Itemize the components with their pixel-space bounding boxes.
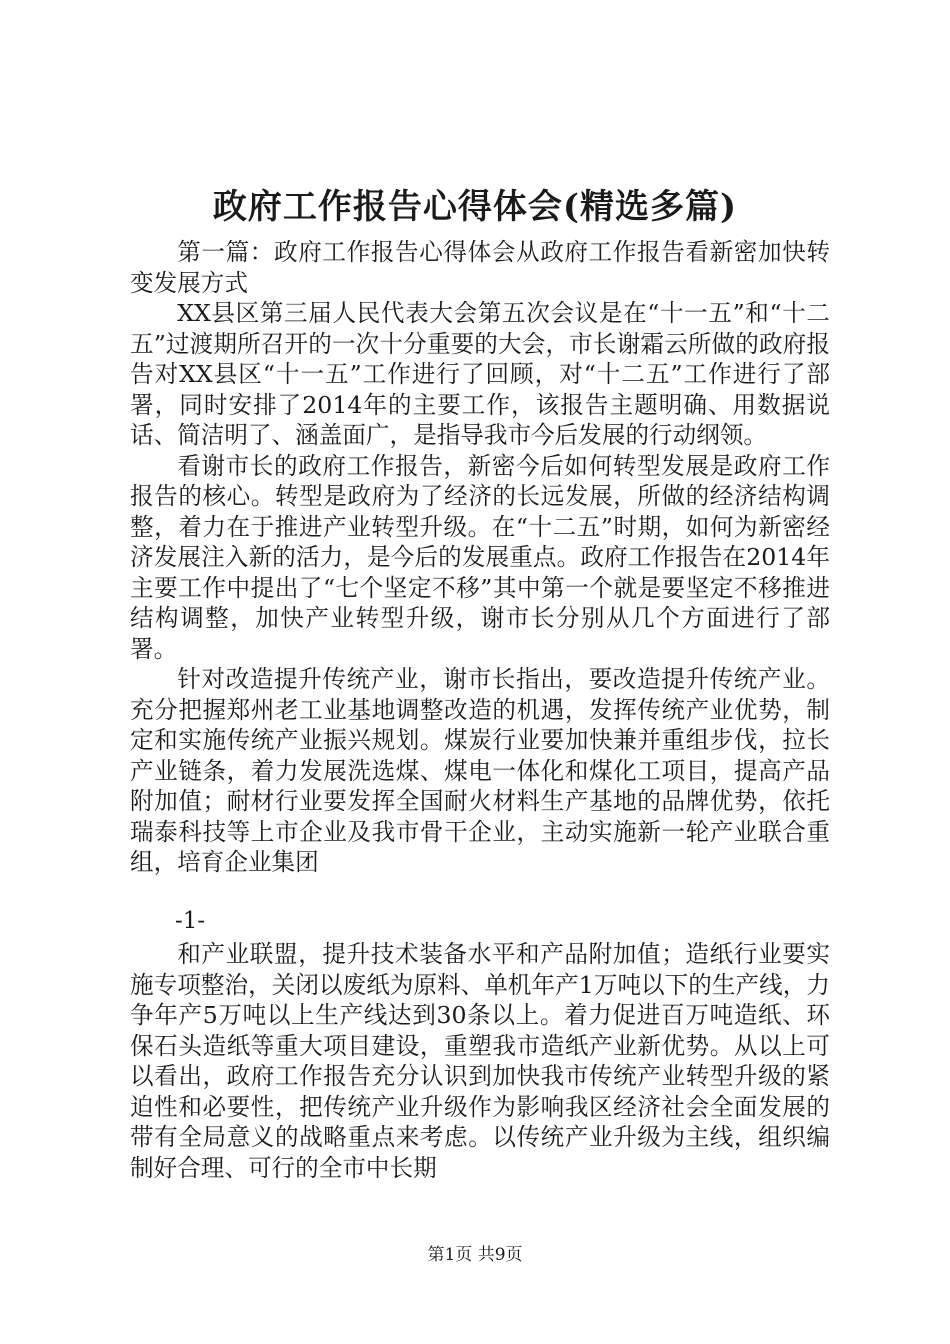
paragraph: XX县区第三届人民代表大会第五次会议是在“十一五”和“十二五”过渡期所召开的一次十分重要的大会，市长谢霜云所做的政府报告对XX县区“十一五”工作进行了回顾，对“十二五”工作进行了部署，同时安排了2014年的主要工作，该报告主题明确、用数据说话、简洁明了、涵盖面广，是指导我市今后发展的行动纲领。	[130, 299, 830, 449]
page-marker: -1-	[175, 908, 206, 934]
paragraph-heading: 第一篇：政府工作报告心得体会从政府工作报告看新密加快转变发展方式	[130, 238, 830, 297]
paragraph: 看谢市长的政府工作报告，新密今后如何转型发展是政府工作报告的核心。转型是政府为了经济的长远发展，所做的经济结构调整，着力在于推进产业转型升级。在“十二五”时期，如何为新密经济发展注入新的活力，是今后的发展重点。政府工作报告在2014年主要工作中提出了“七个坚定不移”其中第一个就是要坚定不移推进结构调整，加快产业转型升级，谢市长分别从几个方面进行了部署。	[130, 451, 830, 663]
document-title: 政府工作报告心得体会(精选多篇)	[212, 187, 738, 227]
page-footer: 第1页 共9页	[427, 1245, 523, 1265]
body-text-section-1	[130, 237, 830, 878]
paragraph: 和产业联盟，提升技术装备水平和产品附加值；造纸行业要实施专项整治，关闭以废纸为原料、单机年产1万吨以下的生产线，力争年产5万吨以上生产线达到30条以上。着力促进百万吨造纸、环保石头造纸等重大项目建设，重塑我市造纸产业新优势。从以上可以看出，政府工作报告充分认识到加快我市传统产业转型升级的紧迫性和必要性，把传统产业升级作为影响我区经济社会全面发展的带有全局意义的战略重点来考虑。以传统产业升级为主线，组织编制好合理、可行的全市中长期	[130, 940, 830, 1182]
paragraph: 针对改造提升传统产业，谢市长指出，要改造提升传统产业。充分把握郑州老工业基地调整改造的机遇，发挥传统产业优势，制定和实施传统产业振兴规划。煤炭行业要加快兼并重组步伐，拉长产业链条，着力发展洗选煤、煤电一体化和煤化工项目，提高产品附加值；耐材行业要发挥全国耐火材料生产基地的品牌优势，依托瑞泰科技等上市企业及我市骨干企业，主动实施新一轮产业联合重组，培育企业集团	[130, 665, 830, 876]
body-text-section-2	[130, 939, 830, 1183]
